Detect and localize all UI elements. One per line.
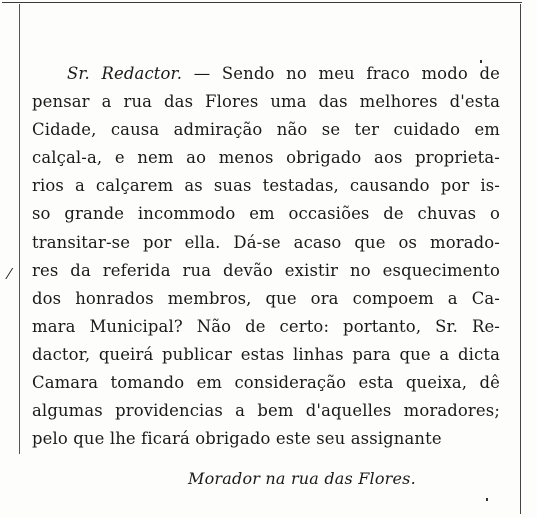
letter-line: Camara tomando em consideração esta queixa, dê (32, 373, 500, 393)
ink-speck (486, 498, 488, 501)
letter-line: res da referida rua devão existir no esquecimento (32, 260, 500, 280)
letter-line: Cidade, causa admiração não se ter cuidado em (32, 120, 500, 140)
letter-line (32, 60, 500, 88)
letter-line: mara Municipal? Não de certo: portanto, Sr. Re- (32, 316, 500, 336)
letter-line-text: — Sendo no meu fraco modo de (182, 64, 500, 83)
letter-line: so grande incommodo em occasiões de chuvas o (32, 204, 500, 224)
signature: Morador na rua das Flores. (188, 469, 416, 488)
letter-line: algumas providencias a bem d'aquelles moradores; (32, 401, 500, 421)
top-rule (2, 2, 522, 3)
letter-line: pensar a rua das Flores uma das melhores d'esta (32, 92, 500, 112)
left-column-rule (19, 4, 20, 454)
letter-body (32, 60, 500, 453)
letter-line: transitar-se por ella. Dá-se acaso que os morado- (32, 232, 500, 252)
letter-line: dos honrados membros, que ora compoem a Ca- (32, 288, 500, 308)
letter-line: dactor, queirá publicar estas linhas para que a dicta (32, 344, 500, 364)
margin-mark: ⁄ (8, 265, 11, 283)
letter-line: calçal-a, e nem ao menos obrigado aos proprieta- (32, 148, 500, 168)
letter-line: pelo que lhe ficará obrigado este seu assignante (32, 429, 442, 449)
letter-line: rios a calçarem as suas testadas, causando por is- (32, 176, 500, 196)
right-column-rule (520, 4, 521, 514)
salutation: Sr. Redactor. (67, 64, 183, 83)
